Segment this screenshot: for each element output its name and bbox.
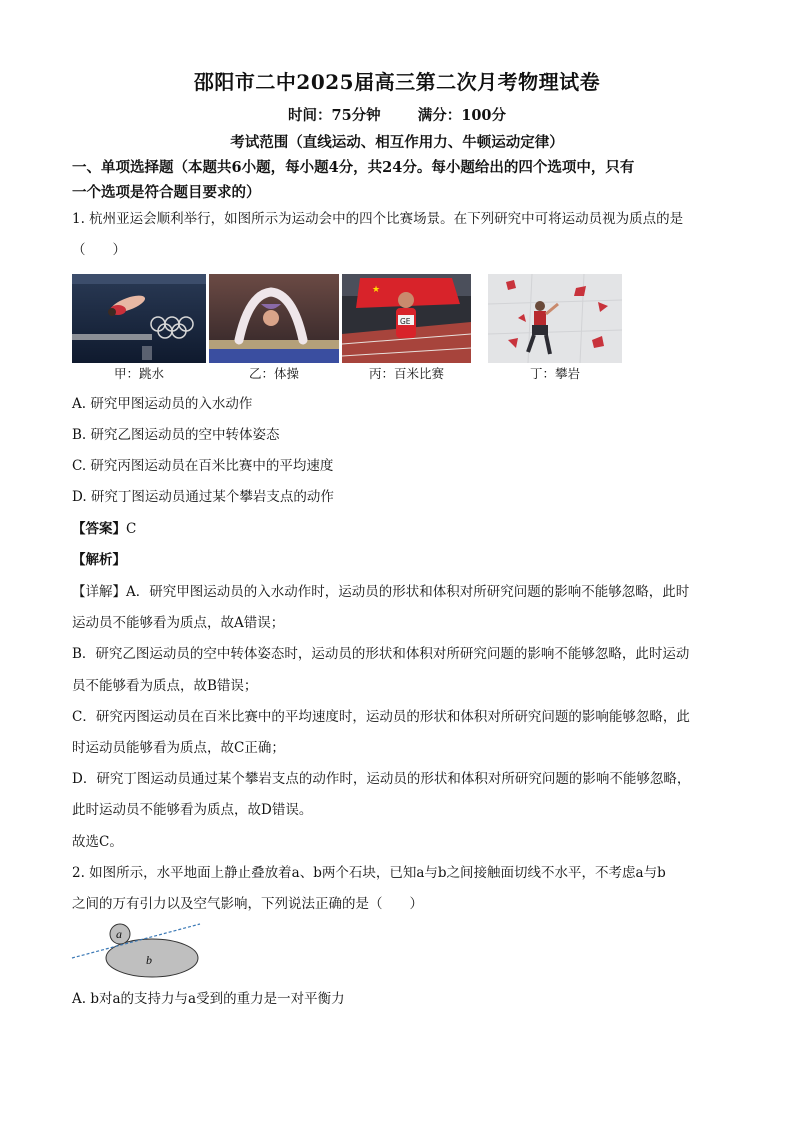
gymnastics-photo xyxy=(209,274,339,363)
exam-score: 满分：100分 xyxy=(417,107,507,124)
answer-line xyxy=(72,514,136,545)
section-heading-line2: 一个选项是符合题目要求的） xyxy=(72,184,261,201)
detail-line: 故选C。 xyxy=(72,833,123,850)
question-2-stem xyxy=(72,858,732,920)
detail-line: B．研究乙图运动员的空中转体姿态时，运动员的形状和体积对所研究问题的影响不能够忽略，此时运动 xyxy=(72,646,690,663)
exam-title: 邵阳市二中2025届高三第二次月考物理试卷 xyxy=(193,70,601,94)
option-a: A. 研究甲图运动员的入水动作 xyxy=(72,396,253,412)
question-2-stem-line1: 2. 如图所示，水平地面上静止叠放着a、b两个石块，已知a与b之间接触面切线不水平，不考虑a与b xyxy=(72,865,666,881)
stone-a-label: a xyxy=(116,927,122,941)
detail-line: 员不能够看为质点，故B错误； xyxy=(72,677,258,694)
bib-text: GE xyxy=(400,317,411,326)
option-d: D. 研究丁图运动员通过某个攀岩支点的动作 xyxy=(72,489,334,505)
exam-time: 时间：75分钟 xyxy=(287,107,381,124)
diving-photo xyxy=(72,274,206,363)
question-1-stem-line1: 1. 杭州亚运会顺利举行，如图所示为运动会中的四个比赛场景。在下列研究中可将运动员视为质点的是 xyxy=(72,211,684,227)
exam-scope: 考试范围（直线运动、相互作用力、牛顿运动定律） xyxy=(230,134,564,151)
question-1-stem-line2: （ ） xyxy=(72,242,126,258)
climbing-photo xyxy=(488,274,622,363)
stone-b-label: b xyxy=(146,953,152,967)
question-2-option-a: A. b对a的支持力与a受到的重力是一对平衡力 xyxy=(72,991,345,1007)
stones-diagram xyxy=(70,918,210,984)
detail-line: 时运动员能够看为质点，故C正确； xyxy=(72,740,285,757)
question-1-stem xyxy=(72,204,732,266)
detail-line: 运动员不能够看为质点，故A错误； xyxy=(72,615,285,632)
option-c: C. 研究丙图运动员在百米比赛中的平均速度 xyxy=(72,458,334,474)
detail-line: 【详解】A．研究甲图运动员的入水动作时，运动员的形状和体积对所研究问题的影响不能够忽略，此时 xyxy=(72,584,690,600)
section-heading-line1: 一、单项选择题（本题共6小题，每小题4分，共24分。每小题给出的四个选项中，只有 xyxy=(72,159,635,176)
option-b: B. 研究乙图运动员的空中转体姿态 xyxy=(72,427,280,443)
caption-climbing: 丁：攀岩 xyxy=(529,366,580,381)
caption-sprint: 丙：百米比赛 xyxy=(368,366,444,381)
detail-explanation xyxy=(72,577,732,858)
detail-line: C．研究丙图运动员在百米比赛中的平均速度时，运动员的形状和体积对所研究问题的影响能够忽略，此 xyxy=(72,708,690,725)
analysis-label: 【解析】 xyxy=(72,552,126,568)
detail-line: 此时运动员不能够看为质点，故D错误。 xyxy=(72,802,313,819)
svg-text:★: ★ xyxy=(372,285,381,295)
section-heading xyxy=(72,155,728,205)
answer-label: 【答案】 xyxy=(72,521,126,537)
exam-meta xyxy=(0,104,794,125)
caption-diving: 甲：跳水 xyxy=(113,366,164,381)
caption-gymnastics: 乙：体操 xyxy=(248,366,299,381)
sprint-photo xyxy=(342,274,471,363)
question-1-figures xyxy=(72,274,632,384)
answer-value: C xyxy=(126,521,137,537)
question-1-options xyxy=(72,389,732,513)
detail-line: D．研究丁图运动员通过某个攀岩支点的动作时，运动员的形状和体积对所研究问题的影响不能够忽略， xyxy=(72,771,691,788)
question-2-stem-line2: 之间的万有引力以及空气影响，下列说法正确的是（ ） xyxy=(72,896,423,912)
